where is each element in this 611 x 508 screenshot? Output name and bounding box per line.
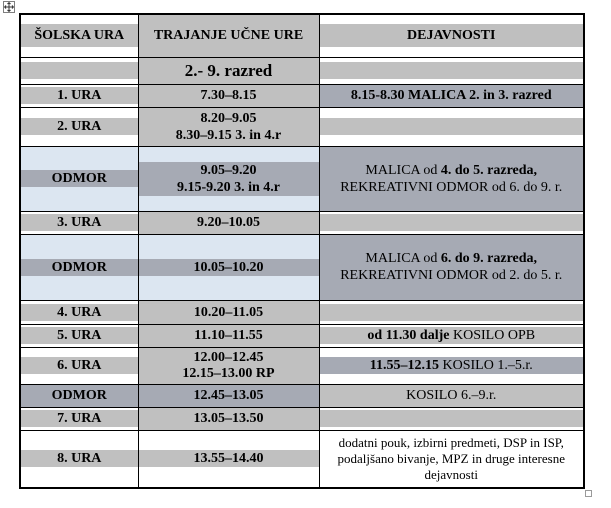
time-cell: 11.10–11.55 [138, 324, 319, 347]
time-cell: 13.05–13.50 [138, 407, 319, 430]
table-row: 2. URA 8.20–9.05 8.30–9.15 3. in 4.r [20, 107, 584, 146]
table-row: ODMOR 12.45–13.05 KOSILO 6.–9.r. [20, 384, 584, 407]
table-resize-handle[interactable] [585, 490, 592, 497]
time-cell: 7.30–8.15 [138, 84, 319, 107]
header-cell-duration: TRAJANJE UČNE URE [138, 14, 319, 57]
table-row: 5. URA 11.10–11.55 od 11.30 dalje KOSILO OPB [20, 324, 584, 347]
table-row: ODMOR 9.05–9.20 9.15-9.20 3. in 4.r MALICA od 4. do 5. razreda, REKREATIVNI ODMOR od 6. do 9. r. [20, 146, 584, 211]
header-cell-activities: DEJAVNOSTI [319, 14, 584, 57]
time-cell: 8.20–9.05 8.30–9.15 3. in 4.r [138, 107, 319, 146]
table-row: ODMOR 10.05–10.20 MALICA od 6. do 9. razreda, REKREATIVNI ODMOR od 2. do 5. r. [20, 234, 584, 300]
schedule-table [19, 13, 585, 489]
table-row: 8. URA 13.55–14.40 dodatni pouk, izbirni predmeti, DSP in ISP, podaljšano bivanje, MPZ in druge interesne dejavnosti [20, 430, 584, 488]
table-row: 7. URA 13.05–13.50 [20, 407, 584, 430]
time-cell: 10.20–11.05 [138, 300, 319, 324]
time-cell: 12.45–13.05 [138, 384, 319, 407]
header-row [20, 14, 584, 57]
grade-row [20, 57, 584, 84]
header-cell-school-hour: ŠOLSKA URA [20, 14, 138, 57]
table-row: 6. URA 12.00–12.45 12.15–13.00 RP 11.55–12.15 KOSILO 1.–5.r. [20, 347, 584, 384]
table-row: 4. URA 10.20–11.05 [20, 300, 584, 324]
table-row: 1. URA 7.30–8.15 8.15-8.30 MALICA 2. in 3. razred [20, 84, 584, 107]
grade-label: 2.- 9. razred [138, 57, 319, 84]
time-cell: 10.05–10.20 [138, 234, 319, 300]
time-cell: 9.20–10.05 [138, 211, 319, 234]
table-move-handle-icon[interactable] [3, 1, 15, 13]
table-row: 3. URA 9.20–10.05 [20, 211, 584, 234]
time-cell: 13.55–14.40 [138, 430, 319, 488]
time-cell: 9.05–9.20 9.15-9.20 3. in 4.r [138, 146, 319, 211]
time-cell: 12.00–12.45 12.15–13.00 RP [138, 347, 319, 384]
